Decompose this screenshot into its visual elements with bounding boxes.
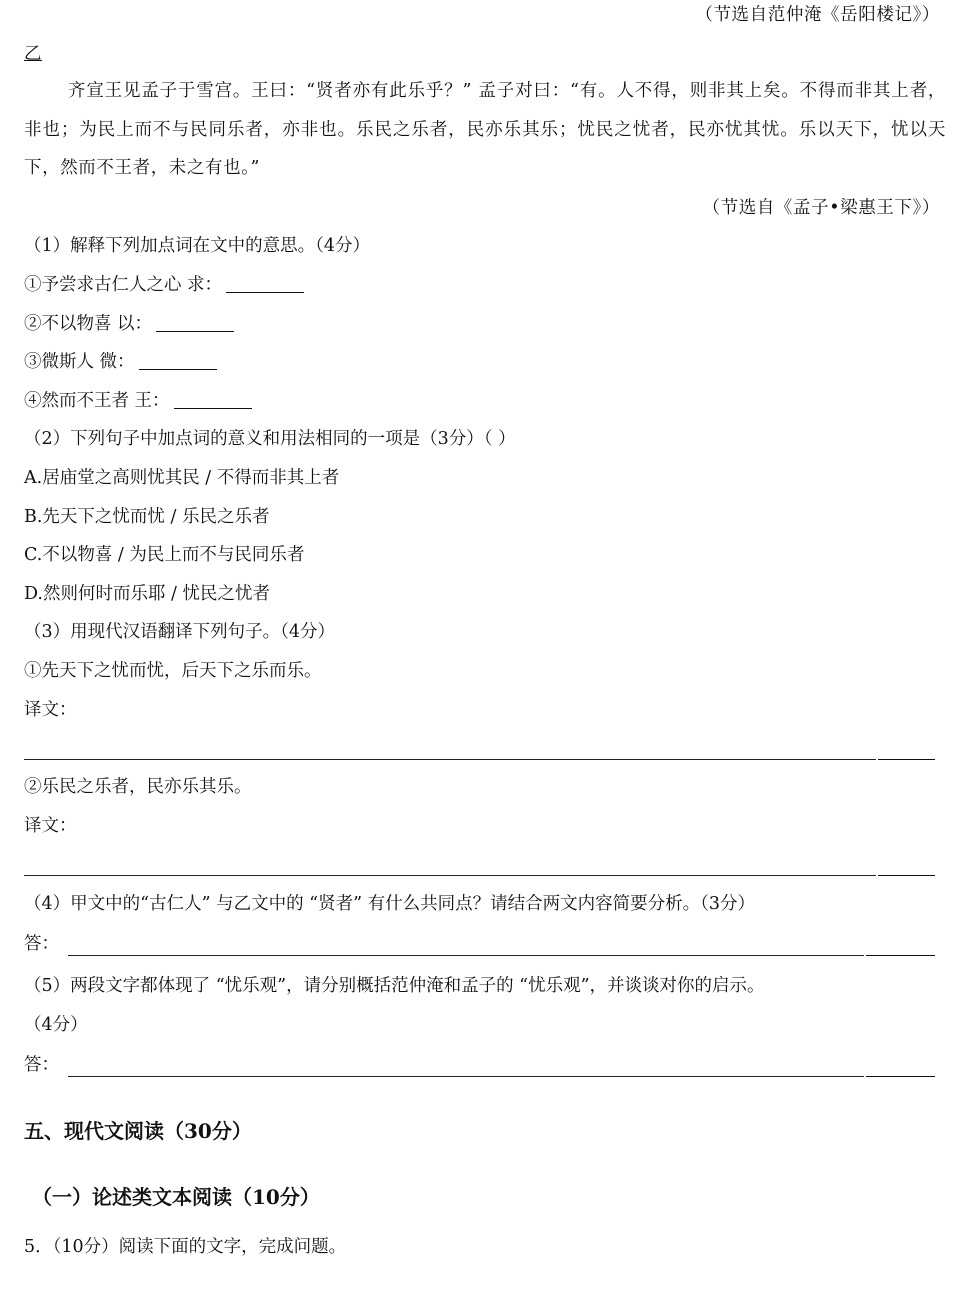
answer-blank[interactable] <box>139 351 217 370</box>
answer-line-end <box>878 875 935 876</box>
q3-sentence-2: ②乐民之乐者，民亦乐其乐。 <box>24 777 252 797</box>
jia-source: （节选自范仲淹《岳阳楼记》） <box>695 5 940 25</box>
q2-option-d: D.然则何时而乐耶 / 忧民之忧者 <box>24 584 270 604</box>
answer-line[interactable] <box>68 955 864 956</box>
q1-item-4: ④然而不王者 王： <box>24 389 252 413</box>
q2-option-a: A.居庙堂之高则忧其民 / 不得而非其上者 <box>24 468 340 488</box>
q2-option-c: C.不以物喜 / 为民上而不与民同乐者 <box>24 545 305 565</box>
answer-line[interactable] <box>68 1076 864 1077</box>
yi-source: （节选自《孟子•梁惠王下》） <box>702 198 940 218</box>
answer-blank[interactable] <box>226 274 304 293</box>
q1-prompt: （1）解释下列加点词在文中的意思。（4分） <box>24 236 371 256</box>
subsection-title: （一）论述类文本阅读（10分） <box>32 1185 320 1209</box>
q1-item-2: ②不以物喜 以： <box>24 312 234 336</box>
q5-score: （4分） <box>24 1015 88 1035</box>
q3-prompt: （3）用现代汉语翻译下列句子。（4分） <box>24 622 336 642</box>
question-5-intro: 5．（10分）阅读下面的文字，完成问题。 <box>24 1237 347 1257</box>
q2-option-b: B.先天下之忧而忧 / 乐民之乐者 <box>24 507 270 527</box>
answer-line[interactable] <box>24 875 876 876</box>
q1-item-3: ③微斯人 微： <box>24 350 217 374</box>
q3-answer-label-2: 译文： <box>24 816 77 836</box>
q2-prompt: （2）下列句子中加点词的意义和用法相同的一项是（3分）（ ） <box>24 429 516 449</box>
answer-line-end <box>866 955 935 956</box>
answer-blank[interactable] <box>156 313 234 332</box>
answer-line-end <box>866 1076 935 1077</box>
q4-answer-label: 答： <box>24 934 59 954</box>
answer-line[interactable] <box>24 759 876 760</box>
yi-label: 乙 <box>24 44 43 64</box>
answer-line-end <box>878 759 935 760</box>
q3-answer-label-1: 译文： <box>24 700 77 720</box>
q5-answer-label: 答： <box>24 1055 59 1075</box>
yi-passage: 齐宣王见孟子于雪宫。王曰：“贤者亦有此乐乎？” 孟子对曰：“有。人不得，则非其上矣。不得而非其上者，非也；为民上而不与民同乐者，亦非也。乐民之乐者，民亦乐其乐；忧民之忧者，民亦忧其忧。乐以天下，忧以天下，然而不王者，未之有也。” <box>24 81 946 178</box>
section-title: 五、现代文阅读（30分） <box>24 1119 252 1143</box>
q5-prompt: （5）两段文字都体现了 “忧乐观”，请分别概括范仲淹和孟子的 “忧乐观”，并谈谈对你的启示。 <box>24 976 765 996</box>
q1-item-1: ①予尝求古仁人之心 求： <box>24 273 304 297</box>
q3-sentence-1: ①先天下之忧而忧，后天下之乐而乐。 <box>24 661 322 681</box>
answer-blank[interactable] <box>174 390 252 409</box>
q4-prompt: （4）甲文中的“古仁人” 与乙文中的 “贤者” 有什么共同点？请结合两文内容简要分析。（3分） <box>24 894 755 914</box>
